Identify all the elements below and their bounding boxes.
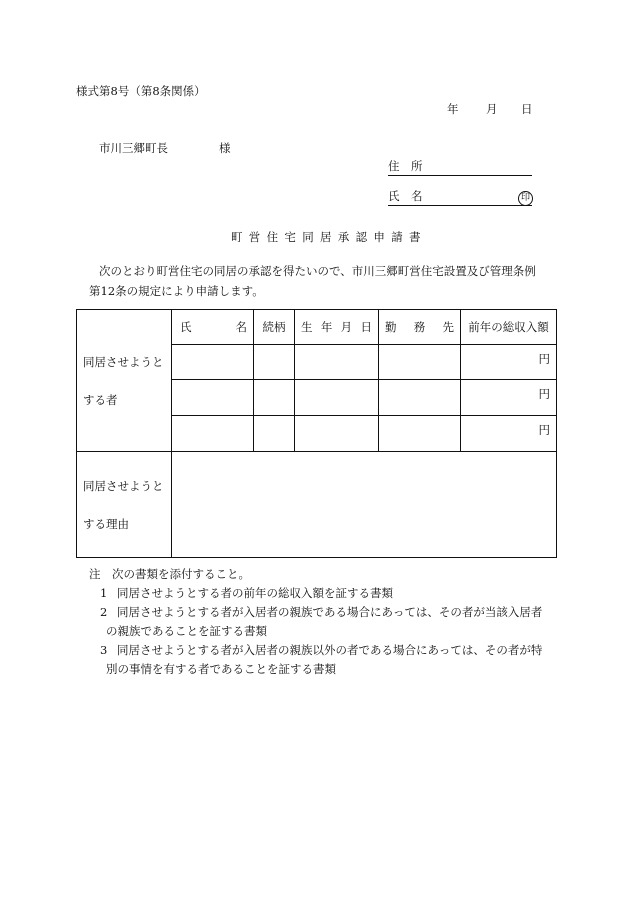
seal-mark: 印 (518, 191, 533, 206)
address-underline (388, 175, 532, 176)
header-relation: 続柄 (254, 310, 295, 345)
cell-workplace (379, 380, 461, 416)
addressee-name: 市川三郷町長 (99, 141, 168, 155)
reason-label-line1: 同居させようと (83, 478, 164, 493)
reason-label-line2: する理由 (83, 516, 129, 531)
reason-row (77, 452, 557, 558)
header-birth-3: 月 (340, 320, 353, 334)
header-birth-2: 年 (320, 320, 333, 334)
cell-income: 円 (461, 380, 557, 416)
form-number: 様式第8号（第8条関係） (76, 84, 206, 98)
body-line-1: 次のとおり町営住宅の同居の承認を得たいので、市川三郷町営住宅設置及び管理条例 (99, 264, 536, 278)
cell-birth (295, 380, 379, 416)
header-birth (295, 310, 379, 345)
header-name-1: 氏 (180, 320, 192, 334)
reason-field (172, 452, 557, 558)
header-workplace-2: 務 (413, 320, 426, 334)
cell-name (172, 416, 254, 452)
header-workplace (379, 310, 461, 345)
name-underline (388, 205, 532, 206)
date-year: 年 (447, 102, 459, 116)
note-3-number: 3 (100, 643, 108, 657)
date-month: 月 (486, 102, 498, 116)
note-3-line-1: 同居させようとする者が入居者の親族以外の者である場合にあっては、その者が特 (117, 643, 543, 657)
cell-workplace (379, 416, 461, 452)
header-birth-4: 日 (360, 320, 372, 334)
header-income: 前年の総収入額 (461, 310, 557, 345)
cell-workplace (379, 345, 461, 380)
cell-relation (254, 345, 295, 380)
note-2-line-1: 同居させようとする者が入居者の親族である場合にあっては、その者が当該入居者 (117, 605, 543, 619)
reason-label-cell (77, 452, 172, 558)
header-workplace-3: 先 (442, 320, 454, 334)
cell-income: 円 (461, 416, 557, 452)
note-1-number: 1 (100, 586, 108, 600)
note-3-line-2: 別の事情を有する者であることを証する書類 (106, 662, 336, 676)
table-header-row (77, 310, 557, 345)
note-2-line-2: の親族であることを証する書類 (106, 624, 267, 638)
note-1-line-1: 同居させようとする者の前年の総収入額を証する書類 (117, 586, 393, 600)
cell-relation (254, 380, 295, 416)
name-label: 氏 名 (388, 189, 423, 203)
address-label: 住 所 (388, 159, 423, 173)
cohabitant-table (76, 309, 557, 558)
cell-birth (295, 345, 379, 380)
header-name (172, 310, 254, 345)
header-birth-1: 生 (301, 320, 313, 334)
addressee-honorific: 様 (219, 141, 231, 155)
note-2-number: 2 (100, 605, 108, 619)
persons-label-line2: する者 (83, 392, 118, 407)
persons-label-cell (77, 310, 172, 452)
cell-income: 円 (461, 345, 557, 380)
date-day: 日 (521, 102, 533, 116)
header-workplace-1: 勤 (385, 320, 397, 334)
cell-name (172, 345, 254, 380)
header-name-2: 名 (235, 320, 247, 334)
notes-heading: 注 次の書類を添付すること。 (89, 567, 250, 581)
cell-name (172, 380, 254, 416)
body-line-2: 第12条の規定により申請します。 (89, 284, 264, 298)
persons-label-line1: 同居させようと (83, 354, 164, 369)
cell-birth (295, 416, 379, 452)
document-title: 町営住宅同居承認申請書 (231, 230, 427, 244)
cell-relation (254, 416, 295, 452)
